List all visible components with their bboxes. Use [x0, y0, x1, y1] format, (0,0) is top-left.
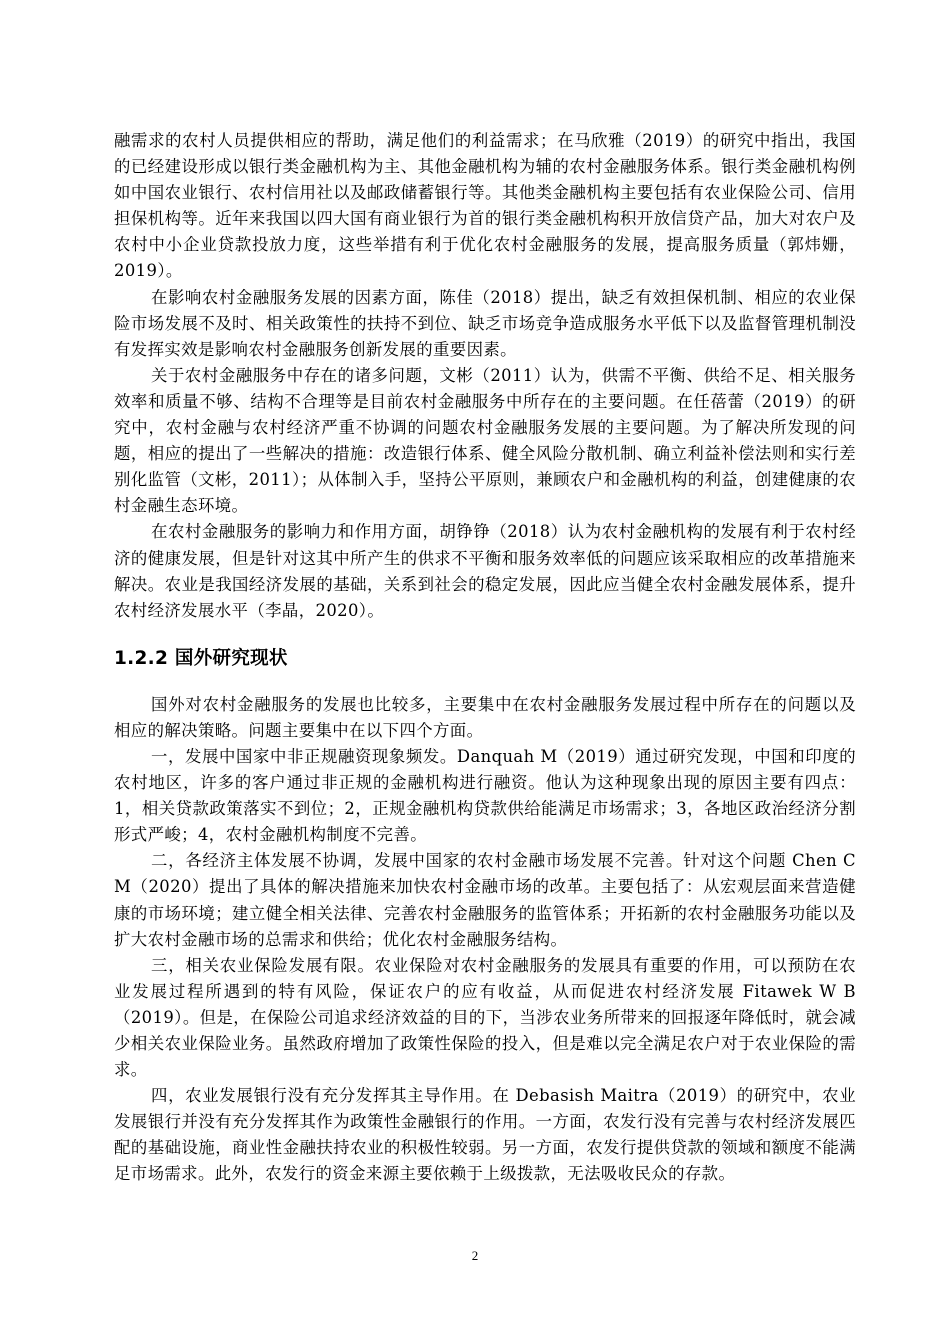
paragraph-point-three: 三，相关农业保险发展有限。农业保险对农村金融服务的发展具有重要的作用，可以预防在农业发展过程所遇到的特有风险，保证农户的应有收益，从而促进农村经济发展 Fitawek W B（2019）。但是，在保险公司追求经济效益的目的下，当涉农业务所带来的回报逐年降低时，就会减少相关农业保险业务。虽然政府增加了政策性保险的投入，但是难以完全满足农户对于农业保险的需求。 [114, 955, 856, 1080]
paragraph-point-one: 一，发展中国家中非正规融资现象频发。Danquah M（2019）通过研究发现，中国和印度的农村地区，许多的客户通过非正规的金融机构进行融资。他认为这种现象出现的原因主要有四点：1，相关贷款政策落实不到位；2，正规金融机构贷款供给能满足市场需求；3，各地区政治经济分割形式严峻；4，农村金融机构制度不完善。 [114, 746, 856, 845]
paragraph-influence-factors: 在影响农村金融服务发展的因素方面，陈佳（2018）提出，缺乏有效担保机制、相应的农业保险市场发展不及时、相关政策性的扶持不到位、缺乏市场竞争造成服务水平低下以及监督管理机制没有发挥实效是影响农村金融服务创新发展的重要因素。 [114, 287, 856, 359]
paragraph-point-four: 四，农业发展银行没有充分发挥其主导作用。在 Debasish Maitra（2019）的研究中，农业发展银行并没有充分发挥其作为政策性金融银行的作用。一方面，农发行没有完善与农村经济发展匹配的基础设施，商业性金融扶持农业的积极性较弱。另一方面，农发行提供贷款的领域和额度不能满足市场需求。此外，农发行的资金来源主要依赖于上级拨款，无法吸收民众的存款。 [114, 1086, 856, 1184]
section-heading: 1.2.2 国外研究现状 [114, 647, 288, 669]
page-number: 2 [471, 1248, 479, 1263]
paragraph-influence-role: 在农村金融服务的影响力和作用方面，胡铮铮（2018）认为农村金融机构的发展有利于农村经济的健康发展，但是针对这其中所产生的供求不平衡和服务效率低的问题应该采取相应的改革措施来解决。农业是我国经济发展的基础，关系到社会的稳定发展，因此应当健全农村金融发展体系，提升农村经济发展水平（李晶，2020）。 [114, 522, 856, 620]
paragraph-point-two: 二，各经济主体发展不协调，发展中国家的农村金融市场发展不完善。针对这个问题 Chen C M（2020）提出了具体的解决措施来加快农村金融市场的改革。主要包括了：从宏观层面来营造健康的市场环境；建立健全相关法律、完善农村金融服务的监管体系；开拓新的农村金融服务功能以及扩大农村金融市场的总需求和供给；优化农村金融服务结构。 [114, 851, 856, 949]
paragraph-continuation: 融需求的农村人员提供相应的帮助，满足他们的利益需求；在马欣雅（2019）的研究中指出，我国的已经建设形成以银行类金融机构为主、其他金融机构为辅的农村金融服务体系。银行类金融机构例如中国农业银行、农村信用社以及邮政储蓄银行等。其他类金融机构主要包括有农业保险公司、信用担保机构等。近年来我国以四大国有商业银行为首的银行类金融机构积开放信贷产品，加大对农户及农村中小企业贷款投放力度，这些举措有利于优化农村金融服务的发展，提高服务质量（郭炜姗，2019）。 [114, 131, 856, 281]
paragraph-foreign-intro: 国外对农村金融服务的发展也比较多，主要集中在农村金融服务发展过程中所存在的问题以及相应的解决策略。问题主要集中在以下四个方面。 [114, 694, 856, 740]
paragraph-existing-problems: 关于农村金融服务中存在的诸多问题，文彬（2011）认为，供需不平衡、供给不足、相关服务效率和质量不够、结构不合理等是目前农村金融服务中所存在的主要问题。在任蓓蕾（2019）的研究中，农村金融与农村经济严重不协调的问题农村金融服务发展的主要问题。为了解决所发现的问题，相应的提出了一些解决的措施：改造银行体系、健全风险分散机制、确立利益补偿法则和实行差别化监管（文彬，2011）；从体制入手，坚持公平原则，兼顾农户和金融机构的利益，创建健康的农村金融生态环境。 [114, 365, 856, 516]
document-body [114, 128, 856, 1188]
